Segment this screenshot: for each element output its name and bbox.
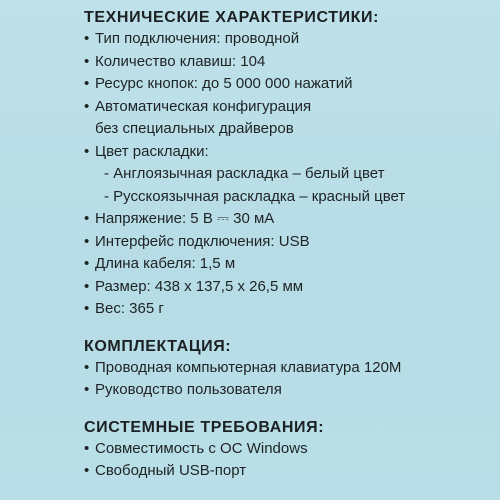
bullet-icon: • [84,142,90,160]
system-requirements-list [84,438,494,483]
package-contents-heading: КОМПЛЕКТАЦИЯ: [84,337,232,355]
specs-heading: ТЕХНИЧЕСКИЕ ХАРАКТЕРИСТИКИ: [84,9,380,26]
bullet-icon: • [84,358,90,376]
spec-interface: • Интерфейс подключения: USB [84,231,494,254]
bullet-icon: • [84,381,90,398]
bullet-icon: • [84,255,90,272]
spec-key-lifespan: • Ресурс кнопок: до 5 000 000 нажатий [84,73,494,96]
system-requirements-heading: СИСТЕМНЫЕ ТРЕБОВАНИЯ: [84,418,325,436]
bullet-icon: • [84,439,90,457]
requirement-windows: • Совместимость с ОС Windows [84,438,494,461]
bullet-icon: • [84,232,90,250]
spec-size: • Размер: 438 х 137,5 х 26,5 мм [84,276,494,299]
spec-key-count: • Количество клавиш: 104 [84,51,494,74]
section-spacer [84,321,494,337]
bullet-icon: • [84,277,90,295]
package-contents-list [84,357,494,402]
bullet-icon: • [84,75,90,92]
bullet-icon: • [84,52,90,70]
bullet-icon: • [84,300,90,317]
spec-layout-color: • Цвет раскладки: [84,141,494,164]
requirement-usb-port: • Свободный USB-порт [84,460,494,483]
bullet-icon: • [84,97,90,115]
bullet-icon: • [84,30,90,47]
contents-keyboard: • Проводная компьютерная клавиатура 120М [84,357,494,380]
bullet-icon: • [84,210,90,227]
spec-weight: • Вес: 365 г [84,298,494,321]
section-spacer [84,402,494,418]
spec-auto-config: • Автоматическая конфигурация [84,96,494,119]
spec-content [84,8,494,483]
spec-layout-russian: - Русскоязычная раскладка – красный цвет [104,187,406,205]
spec-auto-config-cont: без специальных драйверов [95,120,294,137]
spec-layout-english: - Англоязычная раскладка – белый цвет [104,165,385,182]
spec-cable-length: • Длина кабеля: 1,5 м [84,253,494,276]
spec-voltage: • Напряжение: 5 В ⎓ 30 мА [84,208,494,231]
bullet-icon: • [84,462,90,479]
spec-connection-type: • Тип подключения: проводной [84,28,494,51]
contents-manual: • Руководство пользователя [84,379,494,402]
specs-list [84,28,494,321]
